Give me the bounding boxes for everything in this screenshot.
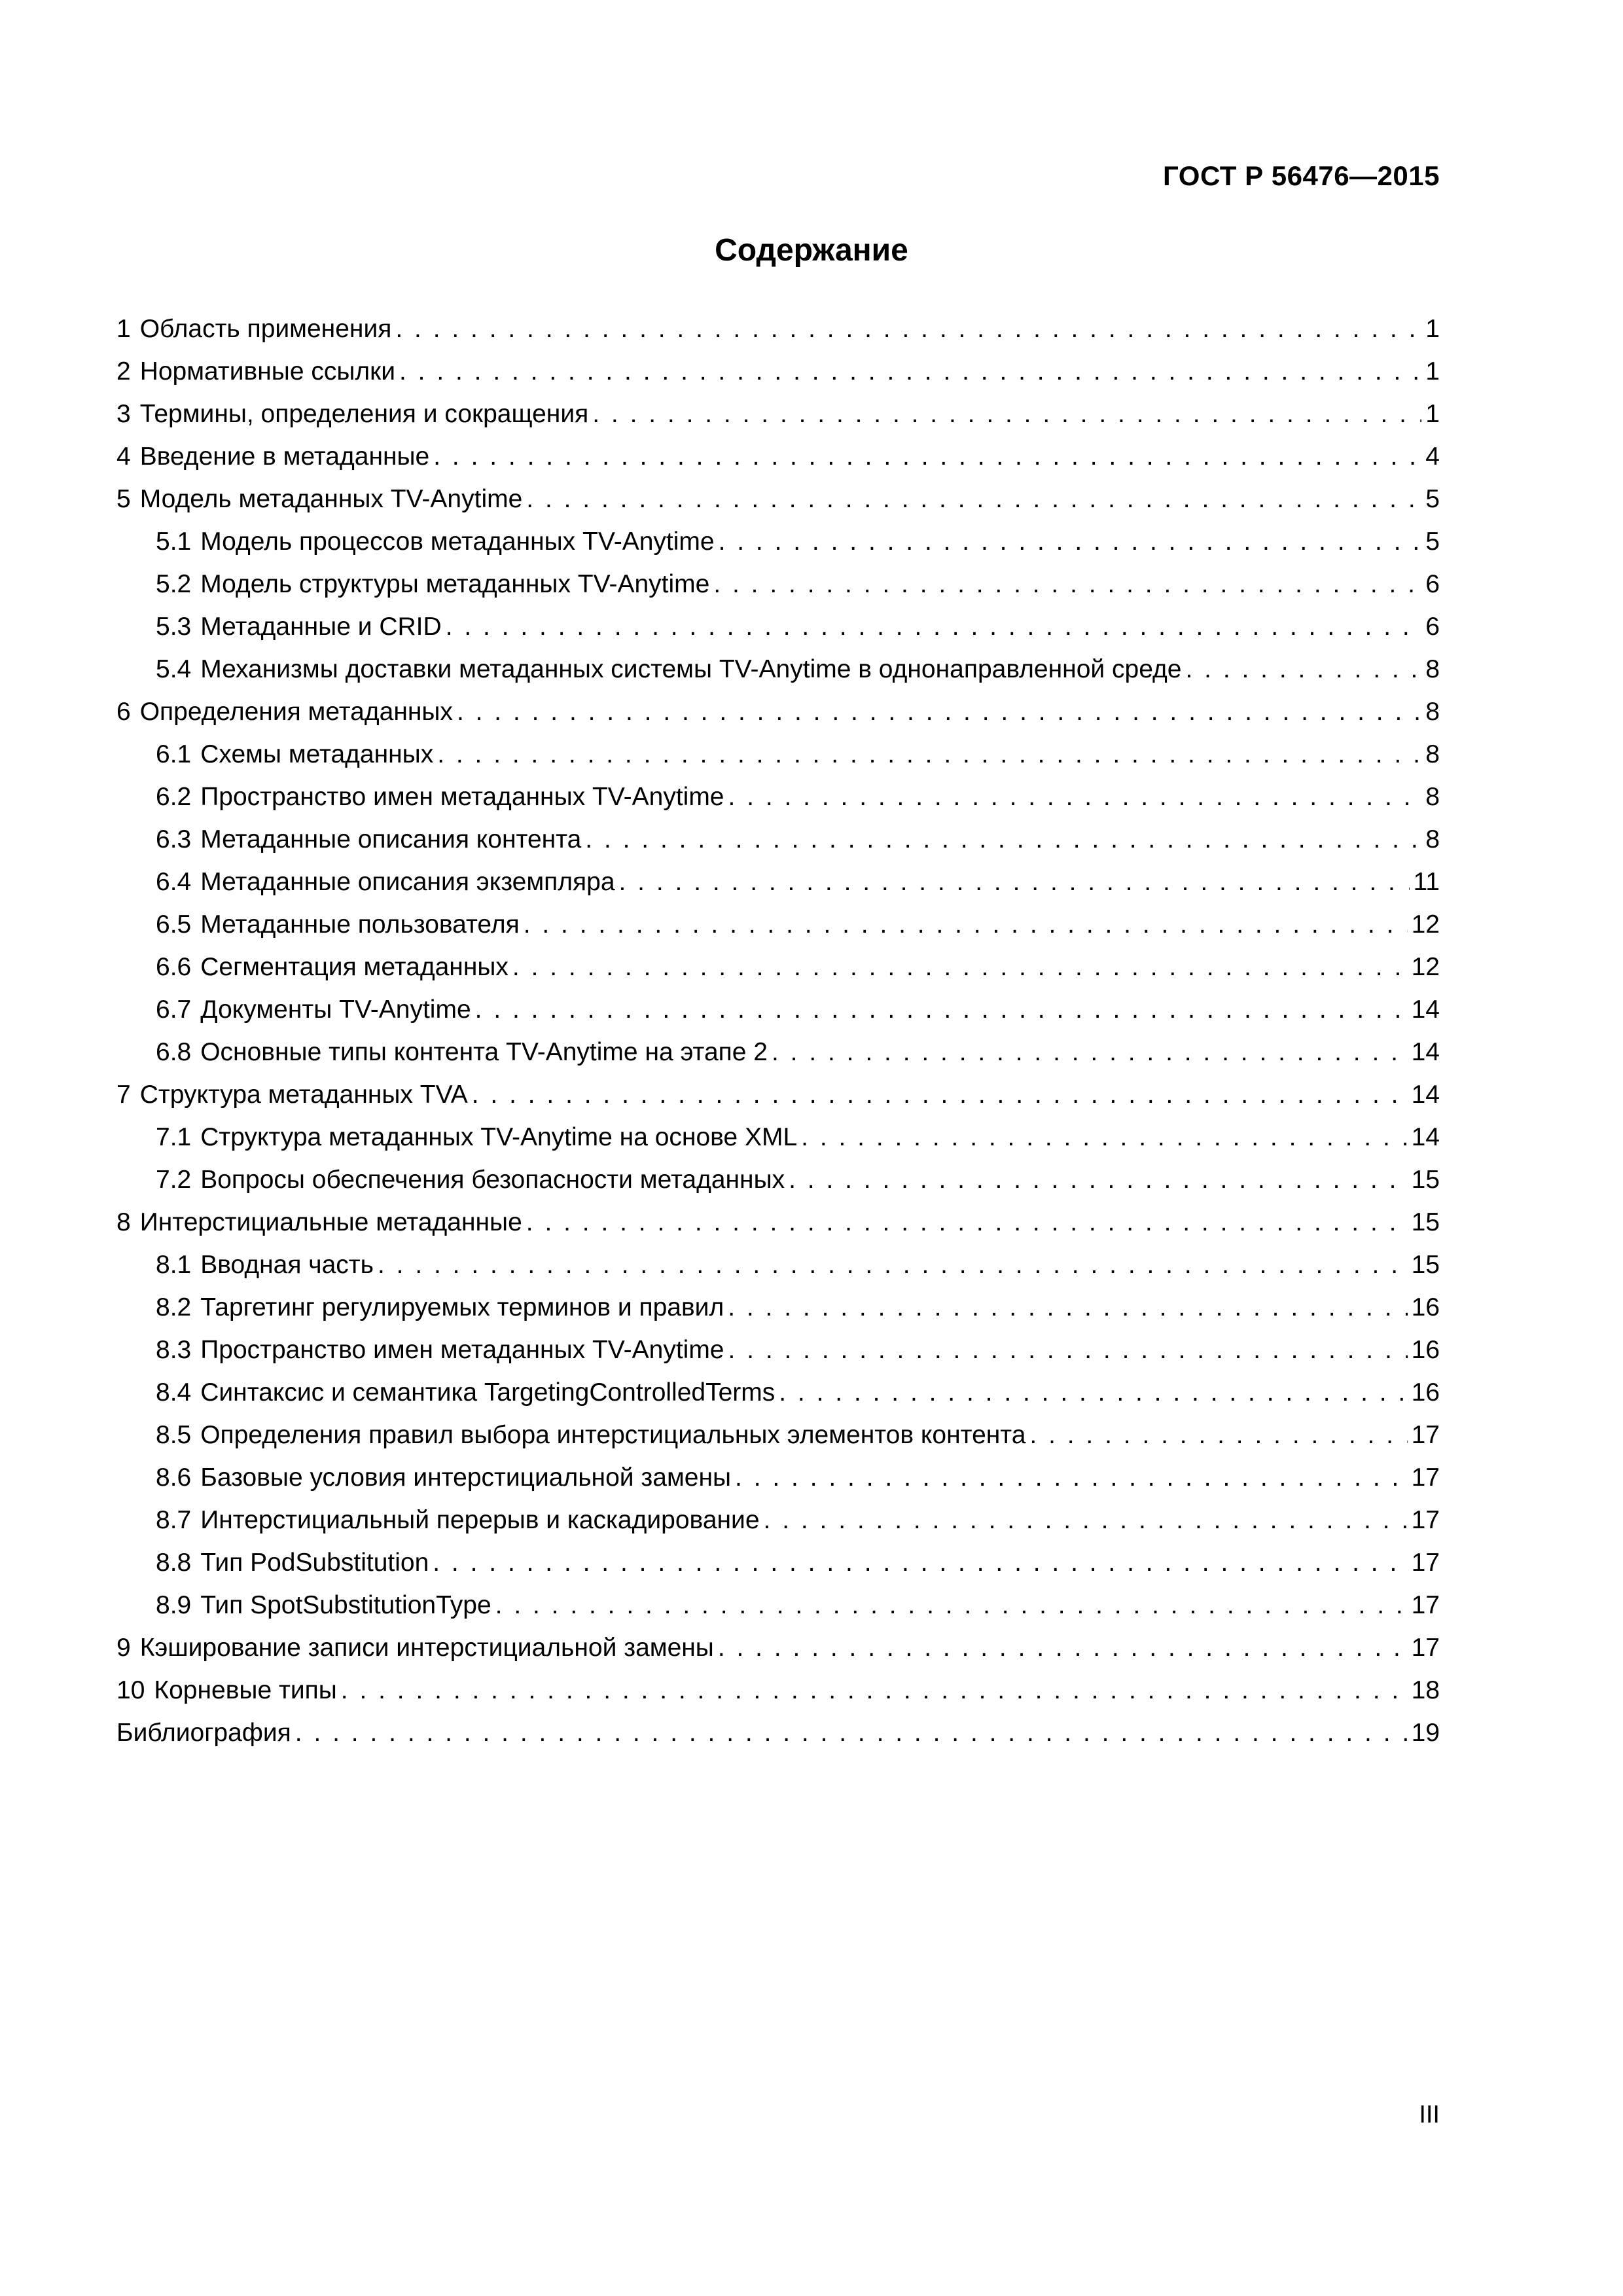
toc-entry-page: 1 [1425,357,1440,386]
toc-entry-title: Модель структуры метаданных TV-Anytime [200,570,710,598]
toc-entry-page: 8 [1425,655,1440,683]
toc-entry[interactable] [116,350,1440,393]
toc-entry-page: 15 [1411,1251,1440,1279]
toc-entry[interactable] [116,393,1440,435]
toc-entry-number: 8.6 [156,1463,192,1492]
toc-dot-leader [472,1073,1408,1116]
toc-dot-leader [437,733,1421,776]
toc-dot-leader [764,1499,1408,1541]
toc-entry-title: Корневые типы [154,1676,337,1704]
toc-entry[interactable] [116,1626,1440,1669]
toc-entry-number: 2 [116,357,131,386]
toc-entry-title: Термины, определения и сокращения [139,400,589,428]
toc-dot-leader [433,435,1421,478]
toc-entry-number: 8.9 [156,1591,192,1619]
toc-entry[interactable] [116,776,1440,818]
toc-entry[interactable] [116,435,1440,478]
toc-entry-title: Документы TV-Anytime [200,996,471,1024]
toc-entry-title: Введение в метаданные [139,442,430,471]
toc-dot-leader [772,1031,1408,1073]
toc-dot-leader [735,1456,1408,1499]
toc-dot-leader [395,308,1421,350]
toc-entry[interactable] [116,1371,1440,1414]
toc-entry-page: 17 [1411,1634,1440,1662]
toc-entry-number: 5 [116,485,131,513]
toc-entry-page: 15 [1411,1208,1440,1236]
document-code: ГОСТ Р 56476—2015 [1163,160,1440,191]
toc-entry-page: 11 [1413,868,1440,896]
toc-entry-number: 1 [116,315,131,343]
toc-entry-number: 6.1 [156,740,192,768]
toc-entry[interactable] [116,1158,1440,1201]
toc-dot-leader [399,350,1421,393]
toc-entry-number: 8.4 [156,1378,192,1407]
page-number: III [1419,2101,1440,2128]
toc-entry-page: 17 [1411,1591,1440,1619]
toc-entry[interactable] [116,1541,1440,1584]
toc-entry-page: 14 [1411,996,1440,1024]
toc-entry-title: Метаданные описания контента [200,825,582,853]
toc-entry-title: Метаданные описания экземпляра [200,868,615,896]
toc-title: Содержание [715,233,908,268]
toc-entry-title: Основные типы контента TV-Anytime на этапе 2 [200,1038,768,1066]
toc-entry-title: Модель метаданных TV-Anytime [139,485,523,513]
toc-entry-title: Кэширование записи интерстициальной замены [139,1634,714,1662]
toc-entry-number: 6.3 [156,825,192,853]
toc-entry[interactable] [116,818,1440,861]
toc-dot-leader [433,1541,1407,1584]
toc-entry[interactable] [116,1499,1440,1541]
toc-entry-number: 6.4 [156,868,192,896]
toc-entry-number: 9 [116,1634,131,1662]
toc-entry-page: 8 [1425,825,1440,853]
table-of-contents [116,308,1440,1754]
toc-entry-title: Модель процессов метаданных TV-Anytime [200,528,715,556]
toc-entry-page: 18 [1411,1676,1440,1704]
toc-entry-page: 1 [1425,400,1440,428]
toc-dot-leader [592,393,1421,435]
toc-entry-number: 8.2 [156,1293,192,1321]
toc-entry[interactable] [116,478,1440,520]
toc-dot-leader [719,520,1422,563]
toc-dot-leader [728,776,1422,818]
toc-entry-title: Структура метаданных TV-Anytime на основе XML [200,1123,798,1151]
toc-entry[interactable] [116,648,1440,691]
toc-entry-page: 8 [1425,783,1440,811]
toc-entry-title: Область применения [139,315,392,343]
toc-dot-leader [526,478,1421,520]
toc-entry-number: 6 [116,698,131,726]
toc-entry-title: Таргетинг регулируемых терминов и правил [200,1293,724,1321]
toc-entry-title: Вопросы обеспечения безопасности метаданных [200,1166,785,1194]
toc-entry-number: 8.1 [156,1251,192,1279]
toc-entry-title: Сегментация метаданных [200,953,508,981]
toc-entry[interactable] [116,1116,1440,1158]
toc-entry-page: 19 [1411,1719,1440,1747]
toc-entry-number: 5.2 [156,570,192,598]
toc-entry-title: Интерстициальные метаданные [139,1208,522,1236]
toc-dot-leader [457,691,1421,733]
toc-entry-number: 8.3 [156,1336,192,1364]
toc-entry-page: 8 [1425,740,1440,768]
toc-entry[interactable] [116,1414,1440,1456]
toc-entry-page: 17 [1411,1463,1440,1492]
toc-entry-number: 7.1 [156,1123,192,1151]
toc-entry-number: 7 [116,1081,131,1109]
toc-entry-page: 12 [1411,910,1440,939]
toc-entry-title: Тип SpotSubstitutionType [200,1591,491,1619]
toc-entry[interactable] [116,308,1440,350]
toc-entry-page: 16 [1411,1378,1440,1407]
toc-entry[interactable] [116,1669,1440,1712]
toc-entry-title: Базовые условия интерстициальной замены [200,1463,732,1492]
toc-entry-title: Определения правил выбора интерстициальных элементов контента [200,1421,1026,1449]
toc-entry-page: 1 [1425,315,1440,343]
toc-dot-leader [526,1201,1408,1244]
toc-dot-leader [341,1669,1408,1712]
toc-dot-leader [728,1286,1407,1329]
toc-entry-title: Метаданные и CRID [200,613,442,641]
toc-entry-page: 15 [1411,1166,1440,1194]
toc-entry-number: 6.5 [156,910,192,939]
toc-entry-title: Определения метаданных [139,698,453,726]
toc-dot-leader [789,1158,1407,1201]
toc-entry[interactable] [116,946,1440,988]
toc-entry[interactable] [116,1201,1440,1244]
toc-entry-page: 12 [1411,953,1440,981]
toc-entry-page: 14 [1411,1123,1440,1151]
toc-entry-title: Механизмы доставки метаданных системы TV-Anytime в однонаправленной среде [200,655,1182,683]
toc-entry-number: 7.2 [156,1166,192,1194]
toc-dot-leader [524,903,1408,946]
toc-entry[interactable] [116,563,1440,605]
toc-entry-title: Библиография [116,1719,291,1747]
toc-entry-title: Тип PodSubstitution [200,1549,429,1577]
toc-entry[interactable] [116,1712,1440,1754]
toc-entry-number: 5.1 [156,528,192,556]
toc-dot-leader [378,1244,1408,1286]
toc-dot-leader [446,605,1422,648]
toc-dot-leader [1185,648,1421,691]
toc-entry-page: 4 [1425,442,1440,471]
toc-entry[interactable] [116,1244,1440,1286]
toc-entry[interactable] [116,520,1440,563]
toc-entry-number: 8.5 [156,1421,192,1449]
toc-entry-page: 6 [1425,613,1440,641]
toc-dot-leader [801,1116,1407,1158]
toc-entry[interactable] [116,988,1440,1031]
toc-entry-title: Схемы метаданных [200,740,434,768]
toc-entry-number: 10 [116,1676,145,1704]
toc-entry[interactable] [116,1031,1440,1073]
toc-entry-title: Метаданные пользователя [200,910,520,939]
toc-entry-number: 4 [116,442,131,471]
toc-entry-page: 8 [1425,698,1440,726]
toc-entry[interactable] [116,1584,1440,1626]
toc-entry-title: Пространство имен метаданных TV-Anytime [200,1336,724,1364]
toc-entry[interactable] [116,733,1440,776]
toc-entry[interactable] [116,1456,1440,1499]
toc-entry-title: Пространство имен метаданных TV-Anytime [200,783,724,811]
toc-entry-number: 3 [116,400,131,428]
toc-entry-number: 8.8 [156,1549,192,1577]
toc-entry-page: 17 [1411,1549,1440,1577]
toc-entry[interactable] [116,1329,1440,1371]
toc-entry-page: 14 [1411,1081,1440,1109]
toc-dot-leader [585,818,1421,861]
toc-dot-leader [295,1712,1408,1754]
toc-entry[interactable] [116,903,1440,946]
toc-entry-number: 6.6 [156,953,192,981]
toc-entry-number: 6.2 [156,783,192,811]
toc-dot-leader [713,563,1421,605]
toc-entry[interactable] [116,861,1440,903]
toc-entry-page: 16 [1411,1293,1440,1321]
toc-entry-page: 17 [1411,1506,1440,1534]
toc-entry-title: Интерстициальный перерыв и каскадирование [200,1506,760,1534]
toc-entry-page: 16 [1411,1336,1440,1364]
toc-entry-page: 17 [1411,1421,1440,1449]
toc-dot-leader [512,946,1408,988]
toc-entry-title: Вводная часть [200,1251,374,1279]
toc-entry-number: 8 [116,1208,131,1236]
toc-entry-number: 6.8 [156,1038,192,1066]
toc-entry-title: Структура метаданных TVA [139,1081,468,1109]
toc-dot-leader [779,1371,1407,1414]
toc-entry[interactable] [116,1073,1440,1116]
toc-entry-title: Синтаксис и семантика TargetingControlledTerms [200,1378,776,1407]
toc-entry-page: 14 [1411,1038,1440,1066]
toc-dot-leader [495,1584,1408,1626]
toc-entry[interactable] [116,605,1440,648]
toc-dot-leader [718,1626,1408,1669]
toc-entry-number: 5.3 [156,613,192,641]
toc-dot-leader [1029,1414,1407,1456]
toc-dot-leader [619,861,1410,903]
toc-dot-leader [475,988,1408,1031]
toc-entry-number: 6.7 [156,996,192,1024]
toc-dot-leader [728,1329,1408,1371]
toc-entry-page: 5 [1425,528,1440,556]
toc-entry-page: 5 [1425,485,1440,513]
toc-entry-page: 6 [1425,570,1440,598]
toc-entry-title: Нормативные ссылки [139,357,395,386]
toc-entry-number: 8.7 [156,1506,192,1534]
toc-entry[interactable] [116,691,1440,733]
toc-entry[interactable] [116,1286,1440,1329]
toc-entry-number: 5.4 [156,655,192,683]
